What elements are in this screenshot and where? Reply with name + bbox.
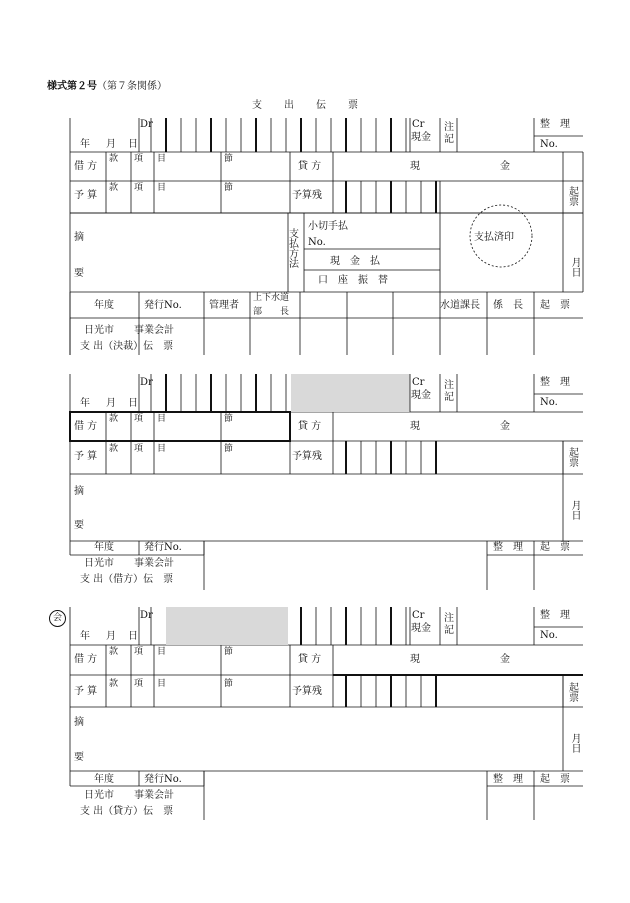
budget-balance-label-2: 予算残 xyxy=(292,451,322,462)
moku-label-4: 目 xyxy=(157,444,167,454)
form-title xyxy=(47,82,167,92)
issue-no-label-2: 発行No. xyxy=(144,542,182,553)
budget-label-3: 予 算 xyxy=(74,686,98,697)
genkin-label-3: 現 金 xyxy=(410,654,510,665)
setsu-label-6: 節 xyxy=(224,679,234,689)
cash-label: 現金 xyxy=(411,132,431,143)
kan-label-2: 款 xyxy=(109,183,119,193)
tekiyo-top-2: 摘 xyxy=(74,486,84,497)
water-chief-label: 水道課長 xyxy=(440,300,480,311)
setsu-label-5: 節 xyxy=(224,647,234,657)
date-year-label: 年 xyxy=(80,139,90,150)
water-director-line2: 部 長 xyxy=(253,307,290,317)
debit-label-2: 借 方 xyxy=(74,421,98,432)
tekiyo-bottom-2: 要 xyxy=(74,520,84,531)
seiri-label: 整 理 xyxy=(540,119,570,130)
kou-label-6: 項 xyxy=(134,679,144,689)
date-day-label: 日 xyxy=(128,139,138,150)
date-month-label: 月 xyxy=(106,139,116,150)
date-day-label-3: 日 xyxy=(128,631,138,642)
number-label-2: No. xyxy=(540,397,558,408)
moku-label-6: 目 xyxy=(157,679,167,689)
setsu-label: 節 xyxy=(224,154,234,164)
kan-label-6: 款 xyxy=(109,679,119,689)
paid-stamp-label: 支払済印 xyxy=(474,232,514,243)
dr-label: Dr xyxy=(140,119,153,130)
kou-label-5: 項 xyxy=(134,647,144,657)
cr-label-3: Cr xyxy=(412,610,425,621)
dr-label-2: Dr xyxy=(140,377,153,388)
note-label-bottom-2: 記 xyxy=(444,392,454,403)
section-chief-label: 係 長 xyxy=(493,300,523,311)
kai-mark: 会 xyxy=(49,610,66,627)
budget-balance-label-3: 予算残 xyxy=(292,686,322,697)
cr-label: Cr xyxy=(412,119,425,130)
kan-label-5: 款 xyxy=(109,647,119,657)
fiscal-year-label-2: 年度 xyxy=(94,542,114,553)
tekiyo-bottom-3: 要 xyxy=(74,752,84,763)
form-number: 様式第２号 xyxy=(47,81,97,92)
slip-credit-label: 支 出（貸方）伝 票 xyxy=(80,806,174,817)
city-label-2: 日光市 事業会計 xyxy=(84,558,174,569)
kou-label: 項 xyxy=(134,154,144,164)
note-label-top-3: 注 xyxy=(444,613,454,624)
moku-label: 目 xyxy=(157,154,167,164)
budget-balance-label: 予算残 xyxy=(292,190,322,201)
check-label: 小切手払 xyxy=(308,221,348,232)
drafter-label: 起 票 xyxy=(540,300,570,311)
debit-label: 借 方 xyxy=(74,161,98,172)
slip-title: 支 出 伝 票 xyxy=(252,100,364,111)
moku-label-3: 目 xyxy=(157,414,167,424)
number-label: No. xyxy=(540,139,558,150)
city-label-3: 日光市 事業会計 xyxy=(84,790,174,801)
form-article: （第７条関係） xyxy=(97,81,167,92)
fiscal-year-label: 年度 xyxy=(94,300,114,311)
check-no-label: No. xyxy=(308,237,326,248)
moku-label-5: 目 xyxy=(157,647,167,657)
setsu-label-2: 節 xyxy=(224,183,234,193)
fiscal-year-label-3: 年度 xyxy=(94,774,114,785)
debit-label-3: 借 方 xyxy=(74,654,98,665)
genkin-label-2: 現 金 xyxy=(410,421,510,432)
budget-label-2: 予 算 xyxy=(74,451,98,462)
seiri-bottom-label-3: 整 理 xyxy=(493,774,523,785)
credit-label-3: 貸 方 xyxy=(298,654,322,665)
dr-label-3: Dr xyxy=(140,610,153,621)
note-label-top-2: 注 xyxy=(444,380,454,391)
cash-pay-label: 現 金 払 xyxy=(330,256,380,267)
setsu-label-4: 節 xyxy=(224,444,234,454)
date-year-label-2: 年 xyxy=(80,398,90,409)
cash-label-3: 現金 xyxy=(411,623,431,634)
setsu-label-3: 節 xyxy=(224,414,234,424)
date-year-label-3: 年 xyxy=(80,631,90,642)
tekiyo-bottom: 要 xyxy=(74,268,84,279)
cr-label-2: Cr xyxy=(412,377,425,388)
number-label-3: No. xyxy=(540,630,558,641)
note-label-top: 注 xyxy=(444,122,454,133)
note-label-bottom: 記 xyxy=(444,134,454,145)
slip-debit-label: 支 出（借方）伝 票 xyxy=(80,574,174,585)
tekiyo-top: 摘 xyxy=(74,232,84,243)
month-day-label-3: 月日 xyxy=(569,733,580,753)
kou-label-4: 項 xyxy=(134,444,144,454)
date-day-label-2: 日 xyxy=(128,398,138,409)
moku-label-2: 目 xyxy=(157,183,167,193)
credit-label: 貸 方 xyxy=(298,161,322,172)
month-day-label-2: 月日 xyxy=(569,500,580,520)
manager-label: 管理者 xyxy=(209,300,239,311)
cash-label-2: 現金 xyxy=(411,390,431,401)
kihyo-bottom-label-2: 起 票 xyxy=(540,542,570,553)
budget-label: 予 算 xyxy=(74,190,98,201)
seiri-label-2: 整 理 xyxy=(540,377,570,388)
kihyo-label-2: 起票 xyxy=(566,447,578,467)
kihyo-label: 起票 xyxy=(566,186,578,206)
date-month-label-3: 月 xyxy=(106,631,116,642)
tekiyo-top-3: 摘 xyxy=(74,717,84,728)
seiri-label-3: 整 理 xyxy=(540,610,570,621)
month-day-label: 月日 xyxy=(569,257,580,277)
kihyo-bottom-label-3: 起 票 xyxy=(540,774,570,785)
slip-main-label: 支 出（決裁）伝 票 xyxy=(80,341,174,352)
payment-method-label: 支払方法 xyxy=(286,228,298,268)
issue-no-label: 発行No. xyxy=(144,300,182,311)
kan-label-4: 款 xyxy=(109,444,119,454)
water-director-line1: 上下水道 xyxy=(253,293,290,303)
kan-label: 款 xyxy=(109,154,119,164)
date-month-label-2: 月 xyxy=(106,398,116,409)
genkin-label: 現 金 xyxy=(410,161,510,172)
kou-label-2: 項 xyxy=(134,183,144,193)
issue-no-label-3: 発行No. xyxy=(144,774,182,785)
credit-label-2: 貸 方 xyxy=(298,421,322,432)
kihyo-label-3: 起票 xyxy=(566,682,578,702)
seiri-bottom-label-2: 整 理 xyxy=(493,542,523,553)
city-label-1: 日光市 事業会計 xyxy=(84,325,174,336)
kan-label-3: 款 xyxy=(109,414,119,424)
transfer-label: 口 座 振 替 xyxy=(318,275,388,286)
kou-label-3: 項 xyxy=(134,414,144,424)
note-label-bottom-3: 記 xyxy=(444,625,454,636)
